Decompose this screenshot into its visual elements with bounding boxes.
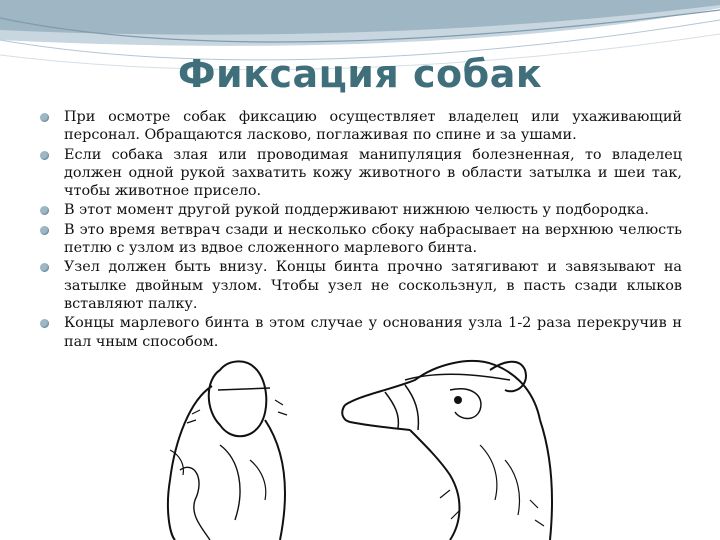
bullet-icon	[40, 226, 49, 235]
bullet-icon	[40, 113, 49, 122]
bullet-item	[40, 146, 682, 201]
bullet-item	[40, 221, 682, 258]
bullet-text: При осмотре собак фиксацию осуществляет владелец или ухаживающий персонал. Обращаются ласково, поглаживая по спине и за ушами.	[64, 109, 682, 144]
bullet-item	[40, 258, 682, 313]
bullet-text: Концы марлевого бинта в этом случае у основания узла 1-2 раза перекручив н пал чным способом.	[64, 315, 682, 350]
bullet-text: Узел должен быть внизу. Концы бинта прочно затягивают и завязывают на затылке двойным узлом. Чтобы узел не соскользнул, в пасть сзади клыков вставляют палку.	[64, 259, 682, 312]
bullet-item	[40, 201, 682, 219]
dog-muzzle-loop-drawing	[150, 350, 315, 540]
bullet-text: В этот момент другой рукой поддерживают нижнюю челюсть у подбородка.	[64, 202, 649, 219]
bullet-icon	[40, 319, 49, 328]
bullet-list	[40, 108, 682, 352]
bullet-item	[40, 108, 682, 145]
dog-head-bandage-drawing	[335, 350, 570, 540]
bullet-item	[40, 314, 682, 351]
bullet-icon	[40, 151, 49, 160]
slide-title: Фиксация собак	[177, 52, 543, 96]
illustration-area	[150, 350, 570, 540]
bullet-text: В это время ветврач сзади и несколько сбоку набрасывает на верхнюю челюсть петлю с узлом из вдвое сложенного марлевого бинта.	[64, 221, 682, 257]
bullet-icon	[40, 206, 49, 215]
bullet-text: Если собака злая или проводимая манипуляция болезненная, то владелец должен одной рукой захватить кожу животного в области затылка и шеи так, чтобы животное присело.	[64, 146, 682, 200]
bullet-icon	[40, 263, 49, 272]
